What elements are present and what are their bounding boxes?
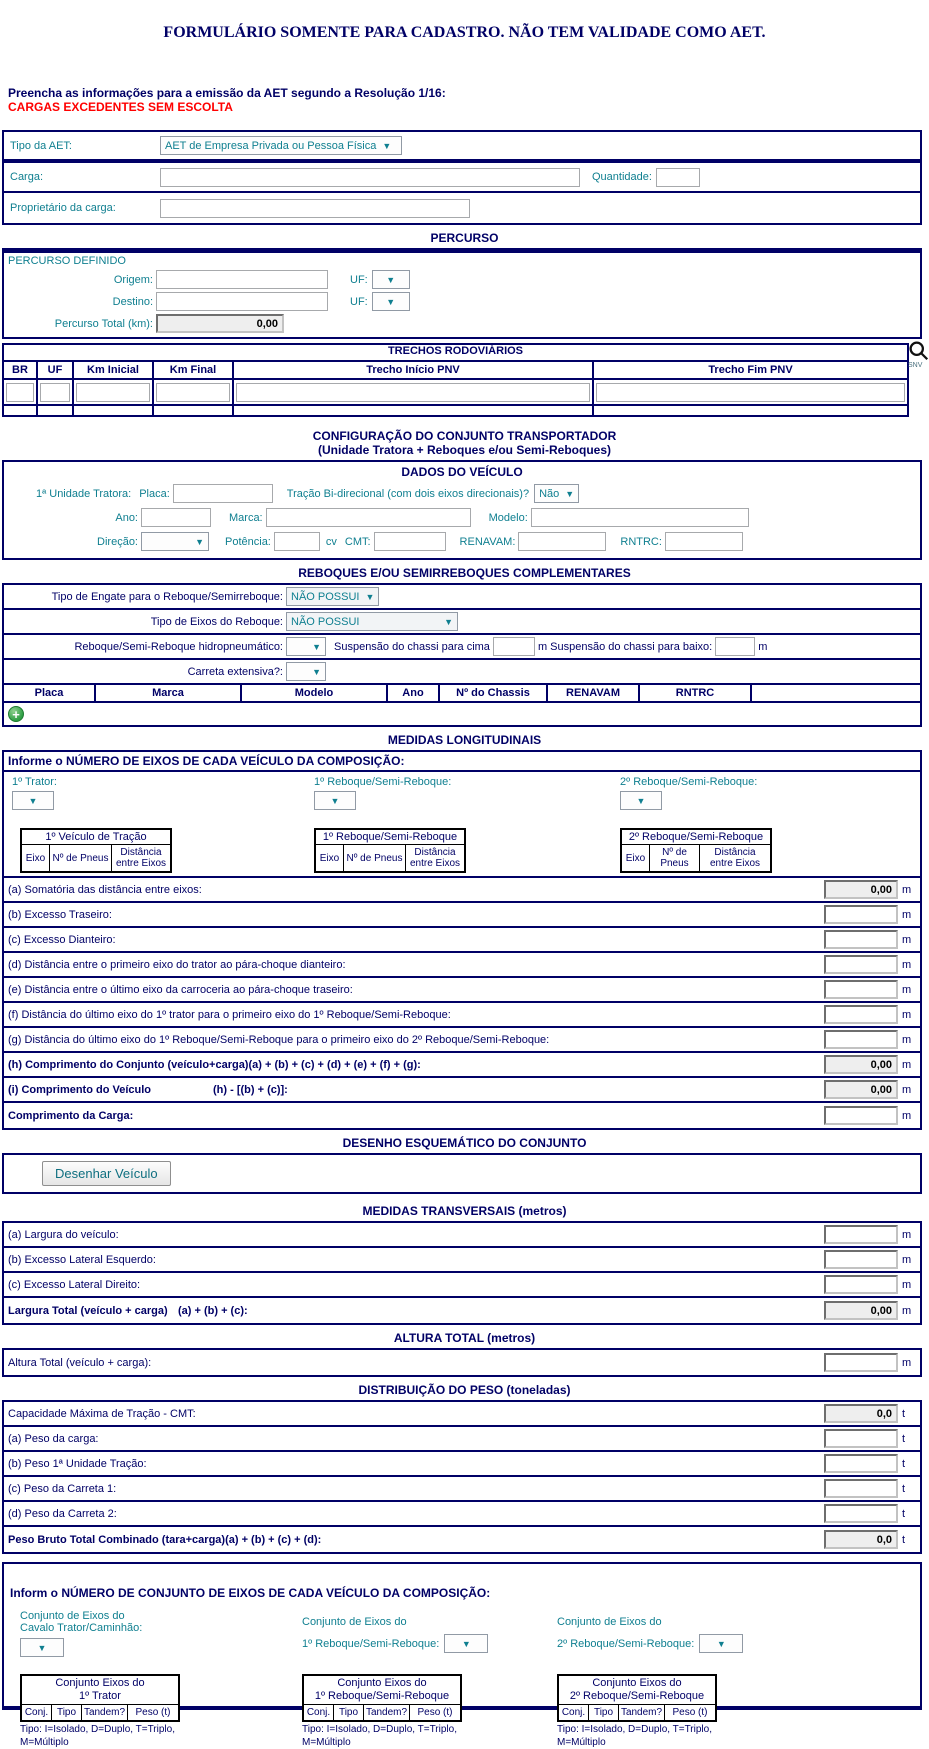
rntrc-input[interactable]	[665, 532, 743, 551]
carreta-extensiva-label: Carreta extensiva?:	[187, 665, 283, 678]
conjuntos-box	[2, 1562, 922, 1748]
medidas-long-box	[2, 750, 922, 1130]
mini-table-title: 1º Veículo de Tração	[22, 830, 170, 845]
snv-search[interactable]	[908, 340, 929, 369]
tipo-note: Tipo: I=Isolado, D=Duplo, T=Triplo, M=Múltiplo	[302, 1724, 457, 1748]
conjunto-label: 2º Reboque/Semi-Reboque:	[557, 1637, 695, 1650]
marca-label: Marca:	[229, 511, 263, 524]
uf-destino-select[interactable]	[372, 292, 410, 311]
value-input[interactable]	[824, 955, 898, 974]
percurso-heading: PERCURSO	[430, 231, 499, 245]
col-tipo: Tipo	[589, 1705, 619, 1720]
page-title: FORMULÁRIO SOMENTE PARA CADASTRO. NÃO TEM VALIDADE COMO AET.	[163, 24, 766, 41]
trator-eixos-label: 1º Trator:	[12, 776, 57, 788]
quantidade-label: Quantidade:	[592, 171, 652, 183]
col-peso: Peso (t)	[417, 1707, 453, 1719]
uf-input[interactable]	[40, 383, 70, 402]
chevron-down-icon: ▼	[330, 795, 340, 806]
conjunto-table-title: 1º Trator	[79, 1690, 121, 1703]
rb-col-placa: Placa	[4, 685, 96, 701]
intro-warning: CARGAS EXCEDENTES SEM ESCOLTA	[8, 100, 233, 114]
dados-veiculo-box	[2, 460, 922, 560]
trechos-heading: TRECHOS RODOVIÁRIOS	[387, 345, 524, 357]
conjunto-table-title: 2º Reboque/Semi-Reboque	[569, 1690, 705, 1703]
transversais-box	[2, 1221, 922, 1325]
peso-row-total: Peso Bruto Total Combinado (tara+carga) (a) + (b) + (c) + (d): 0,0 t	[4, 1527, 920, 1552]
susp-baixo-input[interactable]	[715, 637, 755, 656]
altura-heading: ALTURA TOTAL (metros)	[393, 1331, 536, 1345]
percurso-definido-label: PERCURSO DEFINIDO	[8, 255, 126, 267]
conjunto-label: Conjunto de Eixos do	[20, 1610, 125, 1622]
measure-row-i: (i) Comprimento do Veículo (h) - [(b) + (c)]: 0,00 m	[4, 1078, 920, 1103]
ano-input[interactable]	[141, 508, 211, 527]
km-inicial-input[interactable]	[76, 383, 150, 402]
proprietario-label: Proprietário da carga:	[10, 202, 116, 214]
desenho-box	[2, 1153, 922, 1194]
add-reboque-button[interactable]: +	[8, 706, 24, 722]
renavam-input[interactable]	[518, 532, 606, 551]
modelo-input[interactable]	[531, 508, 749, 527]
measure-row-d: (d) Distância entre o primeiro eixo do trator ao pára-choque dianteiro: m	[4, 953, 920, 978]
reboque2-eixos-label: 2º Reboque/Semi-Reboque:	[620, 776, 758, 788]
reboque1-eixos-select[interactable]	[314, 791, 356, 810]
col-trecho-inicio: Trecho Início PNV	[234, 362, 594, 378]
altura-row: Altura Total (veículo + carga): m	[4, 1350, 920, 1375]
conjunto-table-title: Conjunto Eixos do	[592, 1677, 682, 1689]
conjunto-label: Cavalo Trator/Caminhão:	[20, 1622, 143, 1634]
measure-row-a: (a) Somatória das distância entre eixos: 0,00 m	[4, 878, 920, 903]
mini-col-pneus: Nº de Pneus	[50, 845, 112, 871]
value-input[interactable]	[824, 1404, 898, 1423]
tipo-note: Tipo: I=Isolado, D=Duplo, T=Triplo, M=Múltiplo	[557, 1724, 712, 1748]
value-input[interactable]	[824, 1479, 898, 1498]
engate-select[interactable]: NÃO POSSUI ▼	[286, 587, 379, 606]
col-peso: Peso (t)	[135, 1707, 171, 1719]
value-input[interactable]	[824, 1353, 898, 1372]
altura-box	[2, 1348, 922, 1377]
percurso-box	[2, 248, 922, 339]
chevron-down-icon: ▼	[636, 795, 646, 806]
chevron-down-icon: ▼	[386, 296, 396, 307]
value-input[interactable]	[824, 1030, 898, 1049]
value-input[interactable]	[824, 905, 898, 924]
trator-eixos-select[interactable]	[12, 791, 54, 810]
conjunto-reboque1-select[interactable]	[444, 1634, 488, 1653]
susp-cima-input[interactable]	[493, 637, 535, 656]
tipo-aet-select[interactable]: AET de Empresa Privada ou Pessoa Física ▼	[160, 136, 402, 155]
config-heading-1: CONFIGURAÇÃO DO CONJUNTO TRANSPORTADOR	[312, 429, 617, 443]
value-input[interactable]	[824, 1530, 898, 1549]
carga-label: Carga:	[10, 171, 44, 183]
reboques-heading: REBOQUES E/OU SEMIRREBOQUES COMPLEMENTARES	[298, 566, 631, 580]
reboque2-eixos-select[interactable]	[620, 791, 662, 810]
measure-row-b: (b) Excesso Traseiro: m	[4, 903, 920, 928]
carga-input[interactable]	[160, 168, 580, 187]
cmt-label: CMT:	[344, 535, 371, 548]
value-input[interactable]	[824, 1250, 898, 1269]
percurso-total-input[interactable]	[156, 314, 284, 333]
transversal-row-a: (a) Largura do veículo: m	[4, 1223, 920, 1248]
peso-row-c: (c) Peso da Carreta 1: t	[4, 1477, 920, 1502]
desenhar-veiculo-button[interactable]: Desenhar Veículo	[42, 1161, 171, 1186]
col-uf: UF	[38, 362, 74, 378]
intro-line: Preencha as informações para a emissão da AET segundo a Resolução 1/16:	[8, 86, 446, 100]
col-br: BR	[4, 362, 38, 378]
reboque1-eixos-label: 1º Reboque/Semi-Reboque:	[314, 776, 452, 788]
conjunto-table-title: Conjunto Eixos do	[55, 1677, 145, 1689]
mini-col-eixo: Eixo	[22, 845, 50, 871]
measure-row-h: (h) Comprimento do Conjunto (veículo+carga) (a) + (b) + (c) + (d) + (e) + (f) + (g): 0,00 m	[4, 1053, 920, 1078]
value-input[interactable]	[824, 1080, 898, 1099]
col-trecho-fim: Trecho Fim PNV	[708, 364, 793, 376]
value-input[interactable]	[824, 980, 898, 999]
chevron-down-icon: ▼	[37, 1642, 47, 1653]
value-input[interactable]	[824, 880, 898, 899]
tipo-aet-label: Tipo da AET:	[10, 139, 72, 152]
informe-conjuntos-heading: Inform o NÚMERO DE CONJUNTO DE EIXOS DE CADA VEÍCULO DA COMPOSIÇÃO:	[10, 1586, 491, 1600]
value-input[interactable]	[824, 1106, 898, 1125]
rb-col-rntrc: RNTRC	[640, 685, 752, 701]
chevron-down-icon: ▼	[195, 536, 204, 547]
tipo-note: Tipo: I=Isolado, D=Duplo, T=Triplo, M=Múltiplo	[20, 1724, 175, 1748]
unidade-tratora-label: 1ª Unidade Tratora:	[36, 487, 132, 500]
measure-row-f: (f) Distância do último eixo do 1º trator para o primeiro eixo do 1º Reboque/Semi-Reboque: m	[4, 1003, 920, 1028]
col-tandem: Tandem?	[82, 1705, 128, 1720]
chevron-down-icon: ▼	[312, 666, 321, 677]
conjunto-label: 1º Reboque/Semi-Reboque:	[302, 1637, 440, 1650]
rntrc-label: RNTRC:	[620, 535, 662, 548]
conjunto-table-title: 1º Reboque/Semi-Reboque	[314, 1690, 450, 1703]
rb-col-renavam: RENAVAM	[548, 685, 640, 701]
value-input[interactable]	[824, 1005, 898, 1024]
chevron-down-icon: ▼	[565, 488, 575, 499]
mini-col-distancia: Distância entre Eixos	[709, 847, 761, 869]
hidropneumatico-select[interactable]	[286, 637, 326, 656]
value-input[interactable]	[824, 1225, 898, 1244]
conjunto-table-title: Conjunto Eixos do	[337, 1677, 427, 1689]
cv-label: cv	[325, 535, 337, 548]
transversais-heading: MEDIDAS TRANSVERSAIS (metros)	[362, 1204, 567, 1218]
direcao-select[interactable]	[141, 532, 209, 551]
trechos-table	[2, 343, 909, 417]
unit-m: m	[758, 640, 768, 653]
carreta-extensiva-select[interactable]	[286, 662, 326, 681]
tracao-select[interactable]: Não ▼	[534, 484, 579, 503]
proprietario-input[interactable]	[160, 199, 470, 218]
peso-row-cmt: Capacidade Máxima de Tração - CMT: 0,0 t	[4, 1402, 920, 1427]
peso-row-d: (d) Peso da Carreta 2: t	[4, 1502, 920, 1527]
peso-row-b: (b) Peso 1ª Unidade Tração: t	[4, 1452, 920, 1477]
chevron-down-icon: ▼	[716, 1638, 726, 1649]
measure-row-carga: Comprimento da Carga: m	[4, 1103, 920, 1128]
transversal-row-total: Largura Total (veículo + carga) (a) + (b) + (c): 0,00 m	[4, 1298, 920, 1323]
br-input[interactable]	[6, 383, 34, 402]
potencia-input[interactable]	[274, 532, 320, 551]
engate-label: Tipo de Engate para o Reboque/Semirreboque:	[51, 590, 283, 603]
rb-col-marca: Marca	[96, 685, 242, 701]
value-input[interactable]	[824, 1504, 898, 1523]
modelo-label: Modelo:	[488, 511, 528, 524]
cmt-input[interactable]	[374, 532, 446, 551]
peso-row-a: (a) Peso da carga: t	[4, 1427, 920, 1452]
col-conj: Conj.	[559, 1705, 589, 1720]
tipo-eixos-label: Tipo de Eixos do Reboque:	[150, 615, 283, 628]
value-input[interactable]	[824, 1275, 898, 1294]
value-input[interactable]	[824, 1454, 898, 1473]
direcao-label: Direção:	[97, 535, 138, 548]
col-km-inicial: Km Inicial	[74, 362, 154, 378]
measure-row-e: (e) Distância entre o último eixo da carroceria ao pára-choque traseiro: m	[4, 978, 920, 1003]
measure-row-c: (c) Excesso Dianteiro: m	[4, 928, 920, 953]
potencia-label: Potência:	[225, 535, 271, 548]
transversal-row-b: (b) Excesso Lateral Esquerdo: m	[4, 1248, 920, 1273]
dados-veiculo-heading: DADOS DO VEÍCULO	[401, 465, 523, 479]
placa-input[interactable]	[173, 484, 273, 503]
transversal-row-c: (c) Excesso Lateral Direito: m	[4, 1273, 920, 1298]
chevron-down-icon: ▼	[28, 795, 38, 806]
trecho-inicio-input[interactable]	[236, 383, 590, 402]
value-input[interactable]	[824, 1429, 898, 1448]
magnifier-icon	[908, 340, 929, 361]
conjunto-trator-select[interactable]	[20, 1638, 64, 1657]
destino-label: Destino:	[112, 295, 153, 308]
value-input[interactable]	[824, 1055, 898, 1074]
mini-table-title: 1º Reboque/Semi-Reboque	[316, 830, 464, 845]
tipo-eixos-select[interactable]: NÃO POSSUI ▼	[286, 612, 458, 631]
susp-baixo-label: m Suspensão do chassi para baixo:	[537, 640, 713, 653]
col-tandem: Tandem?	[619, 1705, 665, 1720]
value-input[interactable]	[824, 1301, 898, 1320]
chevron-down-icon: ▼	[461, 1638, 471, 1649]
value-input[interactable]	[824, 930, 898, 949]
conjunto-label: Conjunto de Eixos do	[302, 1616, 407, 1628]
col-conj: Conj.	[304, 1705, 334, 1720]
mini-col-distancia: Distância entre Eixos	[115, 847, 167, 869]
config-heading-2: (Unidade Tratora + Reboques e/ou Semi-Reboques)	[317, 443, 612, 457]
renavam-label: RENAVAM:	[459, 535, 516, 548]
col-tipo: Tipo	[334, 1705, 364, 1720]
ano-label: Ano:	[115, 511, 138, 524]
top-form	[2, 130, 922, 225]
destino-input[interactable]	[156, 292, 328, 311]
hidropneumatico-label: Reboque/Semi-Reboque hidropneumático:	[74, 640, 283, 653]
mini-col-distancia: Distância entre Eixos	[409, 847, 461, 869]
peso-box	[2, 1400, 922, 1554]
chevron-down-icon: ▼	[312, 641, 321, 652]
tracao-label: Tração Bi-direcional (com dois eixos direcionais)?	[286, 487, 530, 500]
col-conj: Conj.	[22, 1705, 52, 1720]
mini-col-eixo: Eixo	[316, 845, 344, 871]
conjunto-reboque2-select[interactable]	[699, 1634, 743, 1653]
reboques-box	[2, 583, 922, 727]
chevron-down-icon: ▼	[365, 591, 375, 602]
uf-origem-label: UF:	[350, 273, 368, 286]
uf-origem-select[interactable]	[372, 270, 410, 289]
measure-row-g: (g) Distância do último eixo do 1º Reboque/Semi-Reboque para o primeiro eixo do 2º Reboque/Semi-Reboque: m	[4, 1028, 920, 1053]
col-peso: Peso (t)	[672, 1707, 708, 1719]
rb-col-ano: Ano	[388, 685, 440, 701]
conjunto-label: Conjunto de Eixos do	[557, 1616, 662, 1628]
origem-label: Origem:	[113, 273, 153, 286]
chevron-down-icon: ▼	[382, 140, 392, 151]
km-final-input[interactable]	[156, 383, 230, 402]
peso-heading: DISTRIBUIÇÃO DO PESO (toneladas)	[358, 1383, 571, 1397]
snv-label: SNV	[908, 362, 923, 369]
col-tipo: Tipo	[52, 1705, 82, 1720]
desenho-heading: DESENHO ESQUEMÁTICO DO CONJUNTO	[342, 1136, 587, 1150]
marca-input[interactable]	[266, 508, 471, 527]
mini-col-pneus: Nº de Pneus	[650, 845, 700, 871]
rb-col-chassis: Nº do Chassis	[440, 685, 548, 701]
col-tandem: Tandem?	[364, 1705, 410, 1720]
chevron-down-icon: ▼	[444, 616, 453, 627]
placa-label: Placa:	[139, 487, 170, 500]
percurso-total-label: Percurso Total (km):	[54, 317, 153, 330]
mini-table-title: 2º Reboque/Semi-Reboque	[622, 830, 770, 845]
trecho-fim-input[interactable]	[596, 383, 905, 402]
chevron-down-icon: ▼	[386, 274, 396, 285]
uf-destino-label: UF:	[350, 295, 368, 308]
origem-input[interactable]	[156, 270, 328, 289]
medidas-long-heading: MEDIDAS LONGITUDINAIS	[387, 733, 542, 747]
susp-cima-label: Suspensão do chassi para cima	[334, 640, 490, 653]
quantidade-input[interactable]	[656, 168, 700, 187]
mini-col-pneus: Nº de Pneus	[344, 845, 406, 871]
informe-eixos-heading: Informe o NÚMERO DE EIXOS DE CADA VEÍCULO DA COMPOSIÇÃO:	[4, 752, 920, 772]
col-km-final: Km Final	[154, 362, 234, 378]
rb-col-modelo: Modelo	[242, 685, 388, 701]
mini-col-eixo: Eixo	[622, 845, 650, 871]
